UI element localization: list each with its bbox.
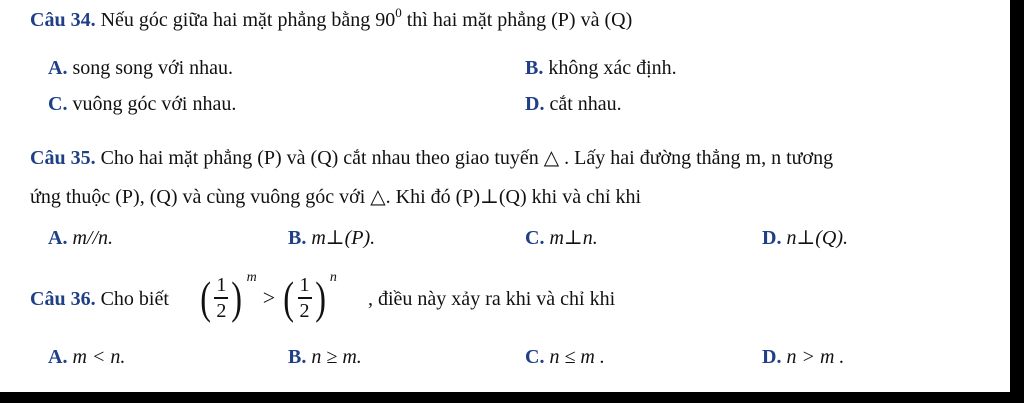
fraction-denominator: 2: [299, 299, 310, 322]
option-text: vuông góc với nhau.: [72, 93, 237, 115]
right-paren: ): [231, 272, 243, 323]
greater-than-sign: >: [262, 285, 276, 310]
q34-degree-exponent: 0: [395, 5, 402, 20]
q34-option-a: [48, 56, 233, 80]
fraction-1: [214, 274, 228, 322]
option-text: m//n.: [72, 227, 114, 249]
q36-stem-post: [368, 287, 615, 311]
fraction-bar: [214, 297, 228, 299]
q35-option-b: [288, 226, 375, 250]
exponent-n: n: [329, 270, 337, 285]
q34-option-c: [48, 92, 236, 116]
option-text: m⊥(P).: [311, 227, 376, 249]
q36-label: Câu 36.: [30, 288, 96, 310]
option-label: B.: [288, 227, 307, 249]
option-label: D.: [762, 346, 782, 368]
option-text: n > m .: [786, 346, 845, 368]
option-text: song song với nhau.: [72, 57, 234, 79]
left-paren: (: [283, 272, 295, 323]
q34-option-d: [525, 92, 622, 116]
q35-option-c: [525, 226, 598, 250]
option-label: B.: [288, 346, 307, 368]
q36-inequality: [198, 266, 337, 330]
option-label: A.: [48, 346, 68, 368]
q36-option-d: [762, 345, 844, 369]
q36-option-c: [525, 345, 605, 369]
q36-option-b: [288, 345, 362, 369]
q36-option-a: [48, 345, 125, 369]
option-label: A.: [48, 227, 68, 249]
option-label: C.: [525, 227, 545, 249]
q35-stem-line1: [30, 146, 833, 170]
q35-stem-line2: [30, 185, 641, 209]
option-text: không xác định.: [548, 57, 677, 79]
option-label: C.: [48, 93, 68, 115]
right-paren: ): [314, 272, 326, 323]
fraction-bar: [298, 297, 312, 299]
q35-option-d: [762, 226, 848, 250]
exponent-m: m: [246, 270, 257, 285]
option-text: m < n.: [72, 346, 126, 368]
option-text: m⊥n.: [549, 227, 598, 249]
option-label: C.: [525, 346, 545, 368]
q36-stem-pre: [30, 287, 169, 311]
option-text: n ≤ m .: [549, 346, 605, 368]
fraction-numerator: 1: [299, 274, 310, 297]
q36-text-post: , điều này xảy ra khi và chỉ khi: [368, 288, 616, 310]
option-label: D.: [525, 93, 545, 115]
option-label: A.: [48, 57, 68, 79]
q34-text-a: Nếu góc giữa hai mặt phẳng bằng 90: [100, 9, 396, 31]
q35-text-line2: ứng thuộc (P), (Q) và cùng vuông góc với △. Khi đó (P)⊥(Q) khi và chỉ khi: [30, 186, 642, 208]
left-paren: (: [200, 272, 212, 323]
q35-text-line1: Cho hai mặt phẳng (P) và (Q) cắt nhau theo giao tuyến △ . Lấy hai đường thẳng m, n tương: [100, 147, 834, 169]
option-label: D.: [762, 227, 782, 249]
option-text: n⊥(Q).: [786, 227, 849, 249]
fraction-denominator: 2: [216, 299, 227, 322]
fraction-2: [298, 274, 312, 322]
q36-text-pre: Cho biết: [100, 288, 169, 310]
option-label: B.: [525, 57, 544, 79]
q35-option-a: [48, 226, 113, 250]
fraction-numerator: 1: [216, 274, 227, 297]
q34-stem: [30, 5, 633, 34]
q35-label: Câu 35.: [30, 147, 96, 169]
q34-label: Câu 34.: [30, 9, 96, 31]
q34-text-b: thì hai mặt phẳng (P) và (Q): [401, 9, 633, 31]
option-text: n ≥ m.: [311, 346, 362, 368]
q34-option-b: [525, 56, 677, 80]
option-text: cắt nhau.: [549, 93, 622, 115]
